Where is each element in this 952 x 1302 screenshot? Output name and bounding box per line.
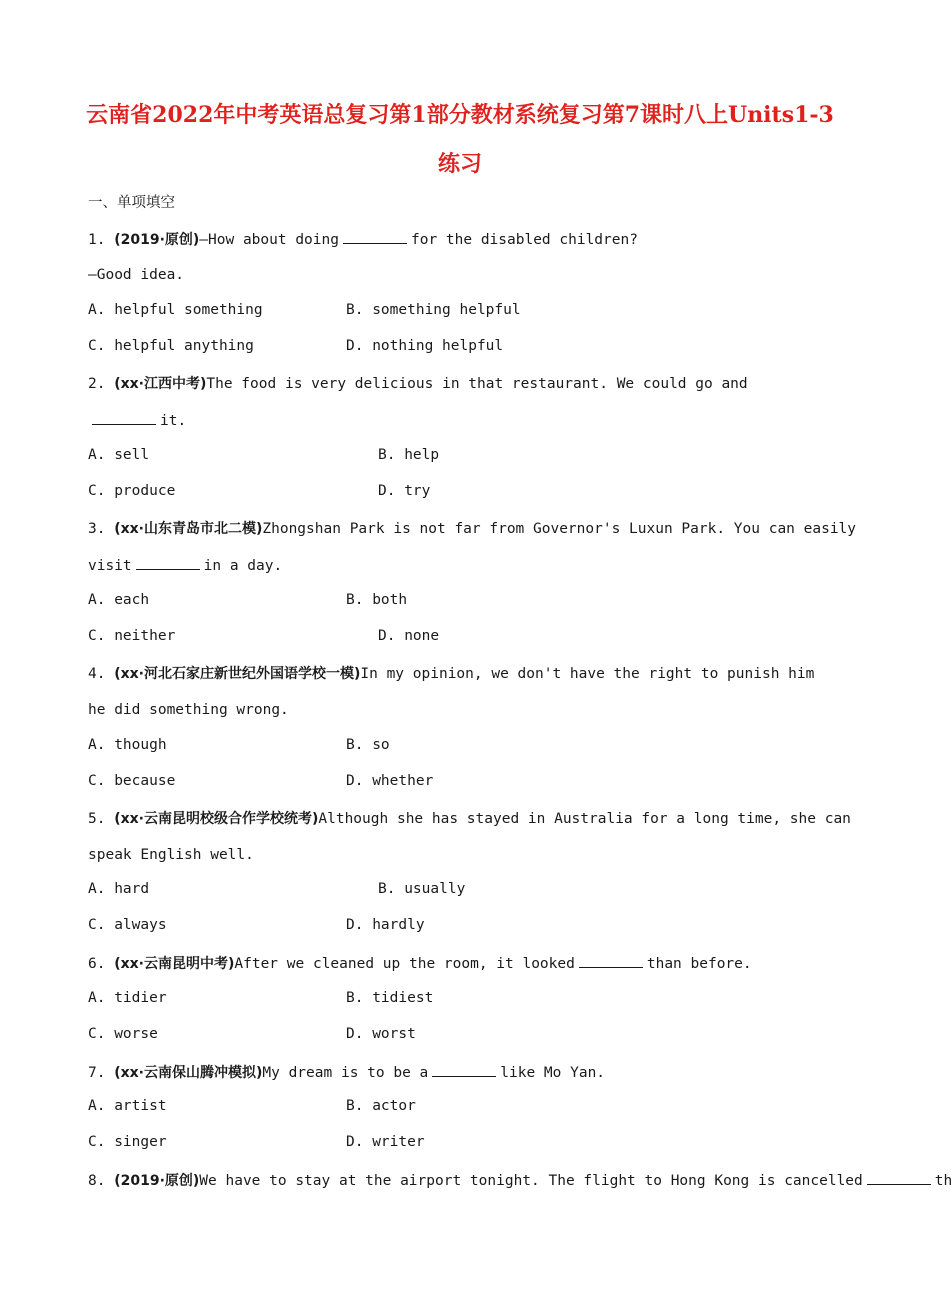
document-title-line2: 练习 xyxy=(437,151,482,177)
question-4-stem: 4. (xx·河北石家庄新世纪外国语学校一模)In my opinion, we don't have the right to punish him xyxy=(88,666,815,682)
option-d[interactable]: D. hardly xyxy=(346,917,425,933)
option-b[interactable]: B. usually xyxy=(378,881,466,897)
option-d[interactable]: D. try xyxy=(378,483,431,499)
question-2-stem: 2. (xx·江西中考)The food is very delicious in that restaurant. We could go and xyxy=(88,376,748,392)
option-d[interactable]: D. whether xyxy=(346,773,434,789)
question-3-stem: 3. (xx·山东青岛市北二模)Zhongshan Park is not far from Governor's Luxun Park. You can easily xyxy=(88,521,857,537)
option-a[interactable]: A. sell xyxy=(88,447,150,463)
answer-blank[interactable] xyxy=(136,555,200,570)
question-5-stem: 5. (xx·云南昆明校级合作学校统考)Although she has stayed in Australia for a long time, she can xyxy=(88,811,851,827)
option-a[interactable]: A. hard xyxy=(88,881,150,897)
option-a[interactable]: A. helpful something xyxy=(88,302,263,318)
option-b[interactable]: B. something helpful xyxy=(346,302,521,318)
option-c[interactable]: C. singer xyxy=(88,1134,167,1150)
option-c[interactable]: C. always xyxy=(88,917,167,933)
option-d[interactable]: D. writer xyxy=(346,1134,425,1150)
section-heading: 一、单项填空 xyxy=(88,195,175,211)
question-5-continuation: speak English well. xyxy=(88,847,254,863)
option-b[interactable]: B. actor xyxy=(346,1098,416,1114)
question-8-stem: 8. (2019·原创)We have to stay at the airport tonight. The flight to Hong Kong is cancelled th xyxy=(88,1170,920,1191)
option-c[interactable]: C. helpful anything xyxy=(88,338,254,354)
answer-blank[interactable] xyxy=(92,410,156,425)
option-b[interactable]: B. tidiest xyxy=(346,990,434,1006)
option-c[interactable]: C. because xyxy=(88,773,176,789)
question-2-continuation: it. xyxy=(88,410,186,431)
question-1-reply: —Good idea. xyxy=(88,267,185,283)
option-a[interactable]: A. artist xyxy=(88,1098,167,1114)
option-a[interactable]: A. though xyxy=(88,737,167,753)
question-7-stem: 7. (xx·云南保山腾冲模拟)My dream is to be a like Mo Yan. xyxy=(88,1062,605,1083)
option-b[interactable]: B. both xyxy=(346,592,408,608)
option-c[interactable]: C. worse xyxy=(88,1026,158,1042)
option-d[interactable]: D. nothing helpful xyxy=(346,338,504,354)
question-1-stem: 1. (2019·原创)—How about doing for the disabled children? xyxy=(88,229,638,250)
question-3-continuation: visit in a day. xyxy=(88,555,282,576)
answer-blank[interactable] xyxy=(343,229,407,244)
option-a[interactable]: A. tidier xyxy=(88,990,167,1006)
option-d[interactable]: D. worst xyxy=(346,1026,416,1042)
option-d[interactable]: D. none xyxy=(378,628,440,644)
option-b[interactable]: B. help xyxy=(378,447,440,463)
document-title-line1: 云南省2022年中考英语总复习第1部分教材系统复习第7课时八上Units1-3 xyxy=(86,102,834,128)
answer-blank[interactable] xyxy=(432,1062,496,1077)
option-c[interactable]: C. neither xyxy=(88,628,176,644)
option-c[interactable]: C. produce xyxy=(88,483,176,499)
option-a[interactable]: A. each xyxy=(88,592,150,608)
answer-blank[interactable] xyxy=(579,953,643,968)
question-4-continuation: he did something wrong. xyxy=(88,702,289,718)
option-b[interactable]: B. so xyxy=(346,737,390,753)
question-6-stem: 6. (xx·云南昆明中考)After we cleaned up the room, it looked than before. xyxy=(88,953,752,974)
answer-blank[interactable] xyxy=(867,1170,931,1185)
